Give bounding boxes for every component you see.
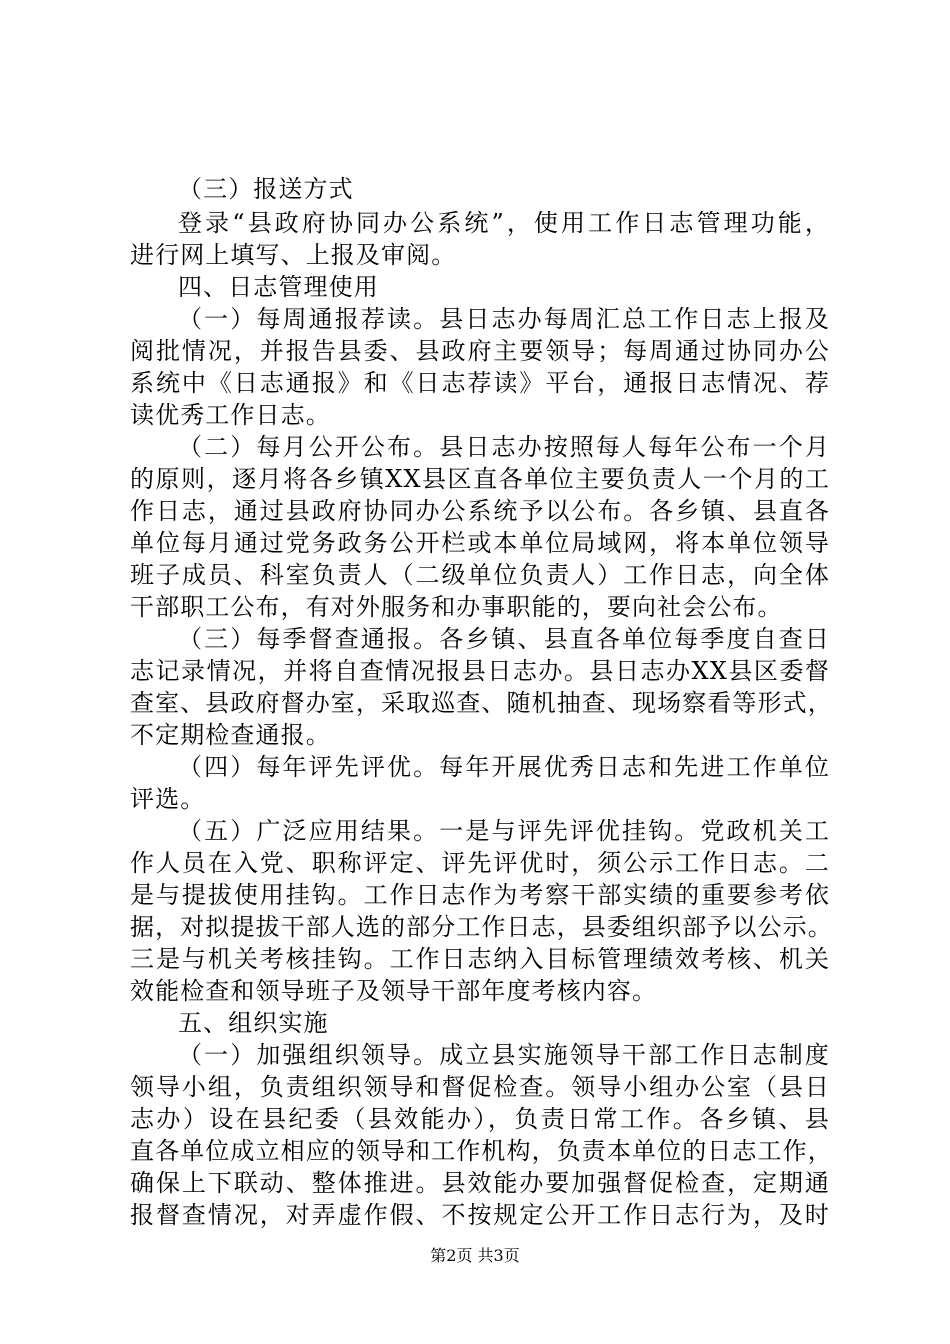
paragraph-line: 干部职工公布，有对外服务和办事职能的，要向社会公布。 [130, 593, 783, 621]
paragraph-line: 系统中《日志通报》和《日志荐读》平台，通报日志情况、荐 [130, 369, 830, 397]
paragraph-line: （一）加强组织领导。成立县实施领导干部工作日志制度 [178, 1041, 830, 1069]
paragraph-line: 效能检查和领导班子及领导干部年度考核内容。 [130, 977, 658, 1005]
page-footer: 第2页 共3页 [430, 1246, 520, 1265]
paragraph-line: 据，对拟提拔干部人选的部分工作日志，县委组织部予以公示。 [130, 913, 833, 941]
paragraph-line: 直各单位成立相应的领导和工作机构，负责本单位的日志工作， [130, 1137, 833, 1165]
paragraph-line: 报督查情况，对弄虚作假、不按规定公开工作日志行为，及时 [130, 1201, 830, 1229]
paragraph-line: 班子成员、科室负责人（二级单位负责人）工作日志，向全体 [130, 561, 830, 589]
paragraph-line: （三）每季督查通报。各乡镇、县直各单位每季度自查日 [178, 625, 830, 653]
paragraph-line: （二）每月公开公布。县日志办按照每人每年公布一个月 [178, 433, 830, 461]
paragraph-line: 读优秀工作日志。 [130, 401, 331, 429]
paragraph-line: 作人员在入党、职称评定、评先评优时，须公示工作日志。二 [130, 849, 830, 877]
paragraph-line: 评选。 [130, 785, 206, 813]
paragraph-line: 单位每月通过党务政务公开栏或本单位局域网，将本单位领导 [130, 529, 830, 557]
section-heading: 四、日志管理使用 [178, 273, 379, 301]
paragraph-line: （四）每年评先评优。每年开展优秀日志和先进工作单位 [178, 753, 830, 781]
paragraph-line: 作日志，通过县政府协同办公系统予以公布。各乡镇、县直各 [130, 497, 830, 525]
paragraph-line: 的原则，逐月将各乡镇XX县区直各单位主要负责人一个月的工 [130, 465, 830, 493]
paragraph-line: 阅批情况，并报告县委、县政府主要领导；每周通过协同办公 [130, 337, 830, 365]
paragraph-line: 三是与机关考核挂钩。工作日志纳入目标管理绩效考核、机关 [130, 945, 830, 973]
paragraph-line: 进行网上填写、上报及审阅。 [130, 241, 457, 269]
paragraph-line: 查室、县政府督办室，采取巡查、随机抽查、现场察看等形式， [130, 689, 833, 717]
section-heading: （三）报送方式 [178, 175, 354, 203]
paragraph-line: 志办）设在县纪委（县效能办），负责日常工作。各乡镇、县 [130, 1105, 830, 1133]
paragraph-line: 志记录情况，并将自查情况报县日志办。县日志办XX县区委督 [130, 657, 830, 685]
paragraph-line: 是与提拔使用挂钩。工作日志作为考察干部实绩的重要参考依 [130, 881, 830, 909]
paragraph-line: 登录“县政府协同办公系统”，使用工作日志管理功能， [178, 209, 830, 237]
paragraph-line: 不定期检查通报。 [130, 721, 331, 749]
section-heading: 五、组织实施 [178, 1009, 329, 1037]
paragraph-line: （五）广泛应用结果。一是与评先评优挂钩。党政机关工 [178, 817, 830, 845]
paragraph-line: 领导小组，负责组织领导和督促检查。领导小组办公室（县日 [130, 1073, 830, 1101]
paragraph-line: 确保上下联动、整体推进。县效能办要加强督促检查，定期通 [130, 1169, 830, 1197]
paragraph-line: （一）每周通报荐读。县日志办每周汇总工作日志上报及 [178, 305, 830, 333]
